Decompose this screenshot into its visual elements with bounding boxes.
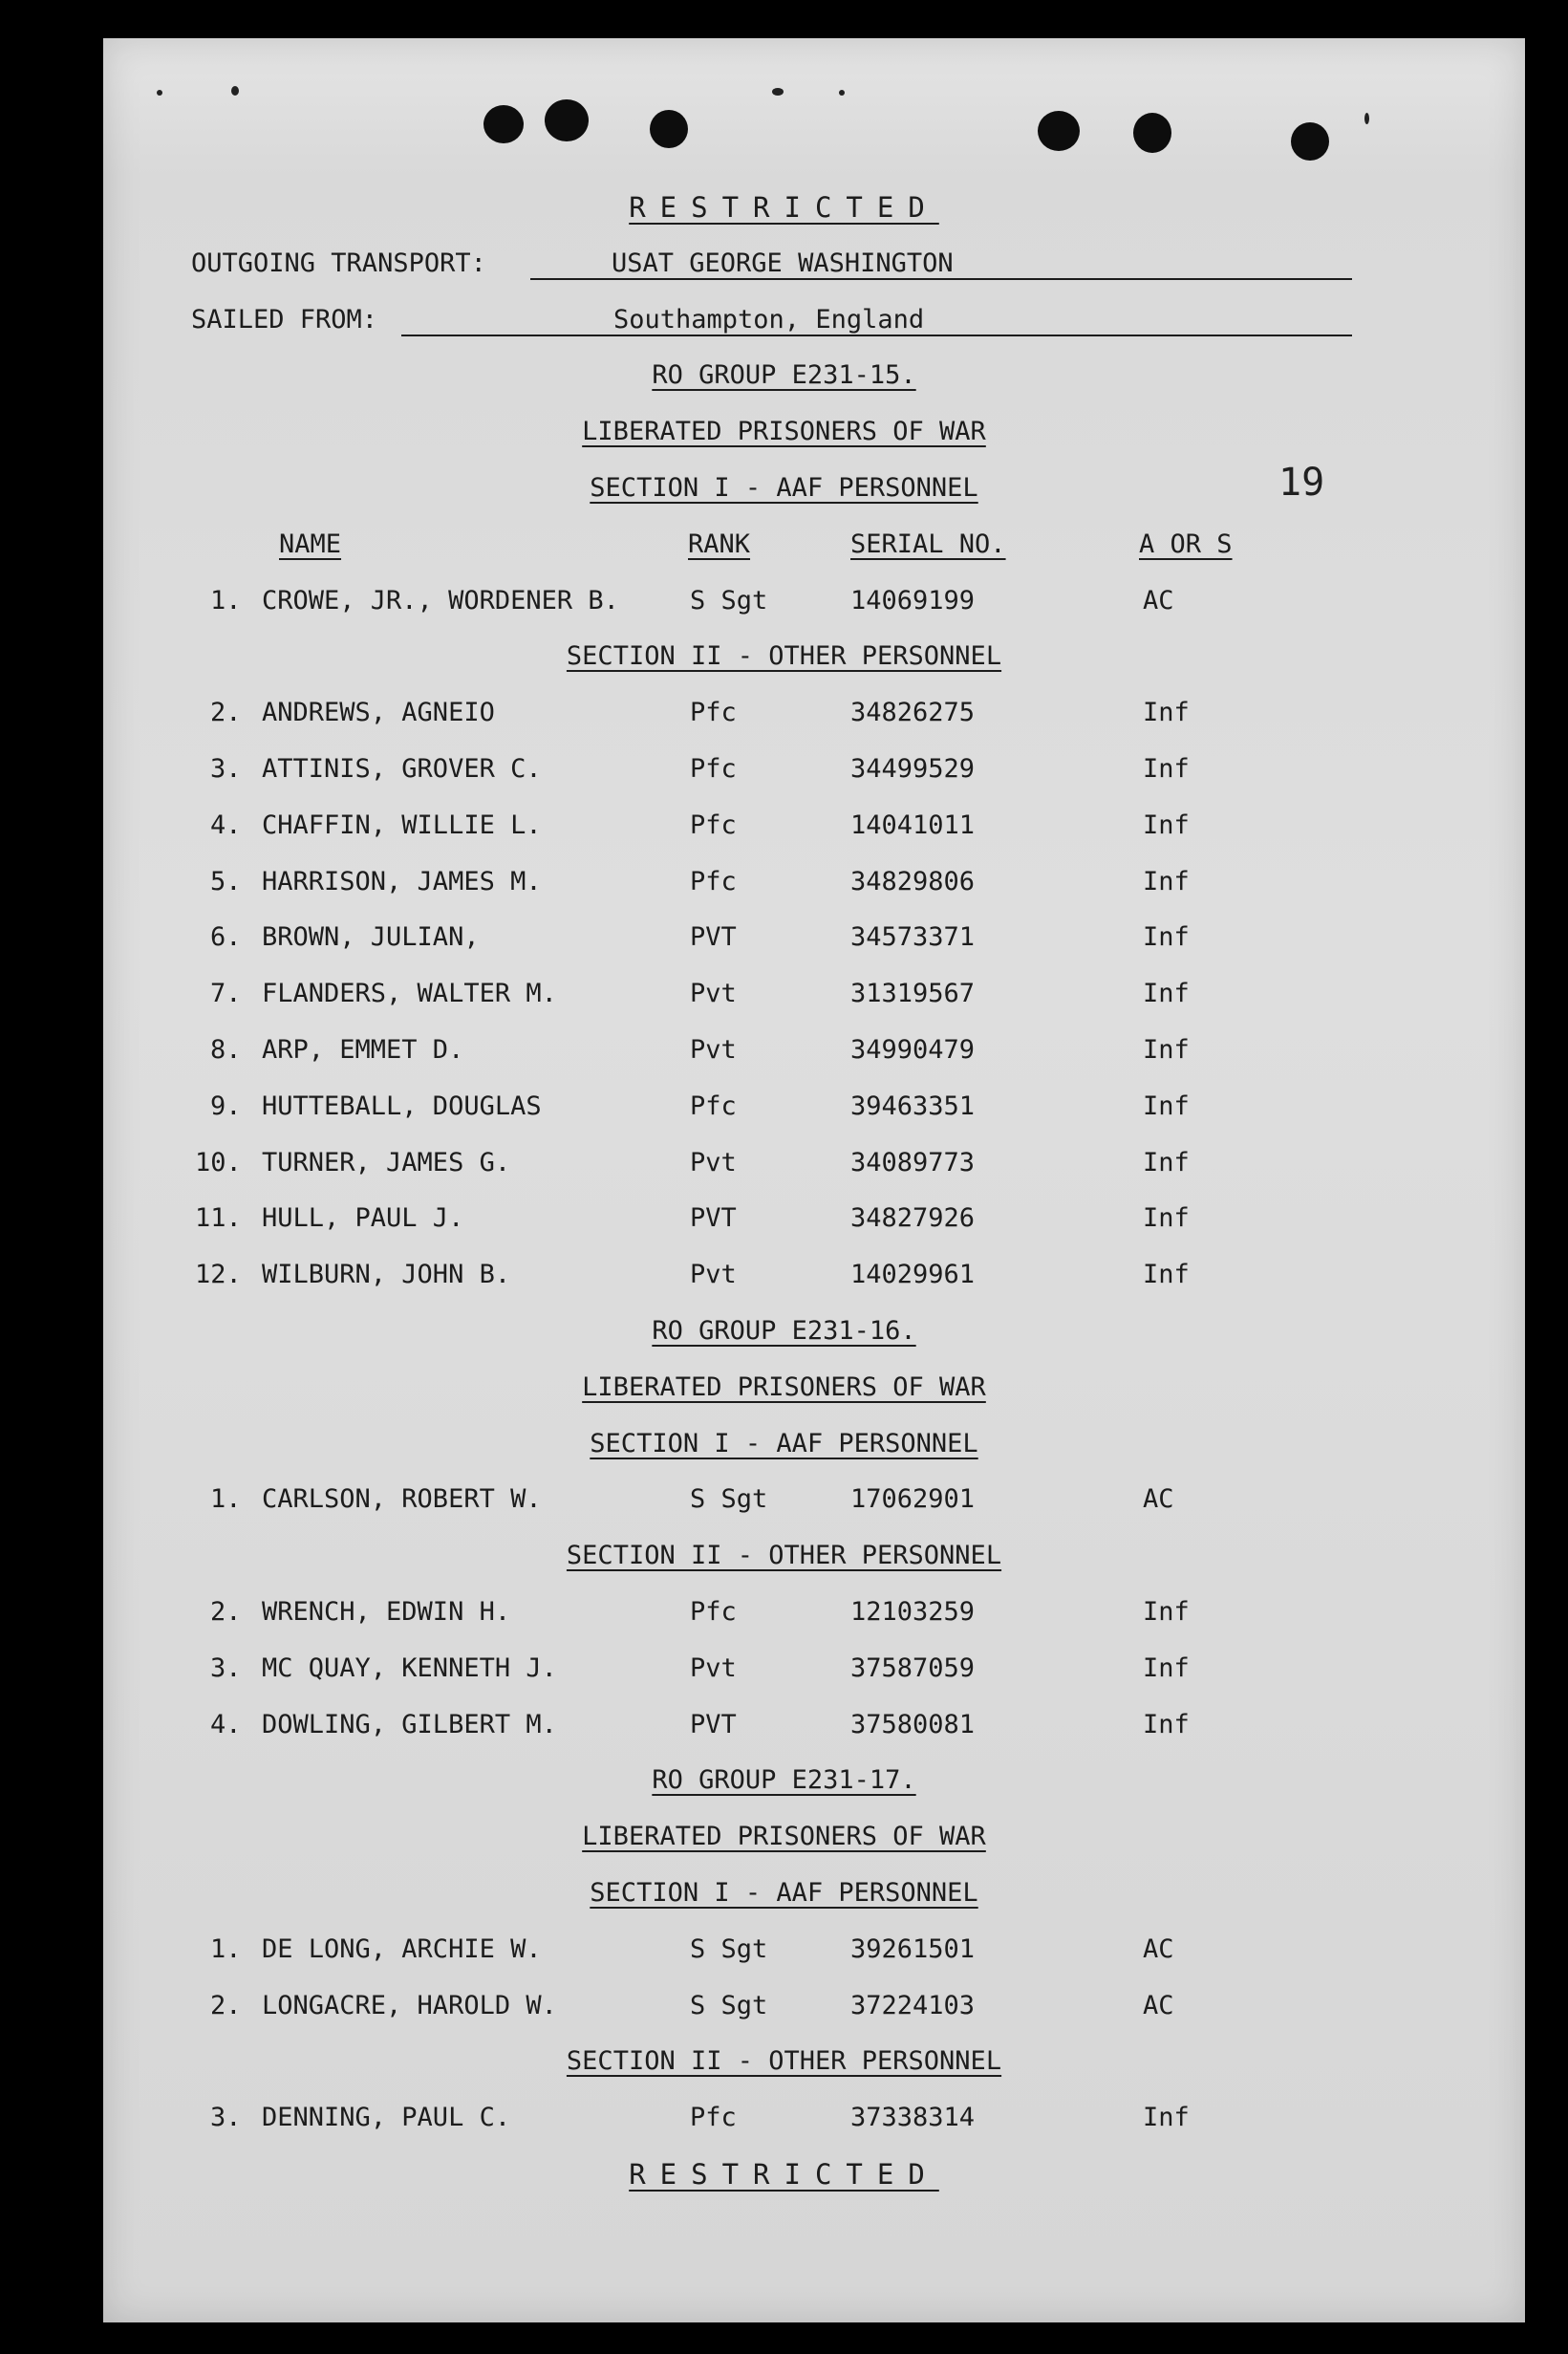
row-aors: Inf xyxy=(1143,979,1190,1008)
restricted-footer xyxy=(0,2147,1568,2202)
row-name: DE LONG, ARCHIE W. xyxy=(262,1934,542,1964)
row-name: HULL, PAUL J. xyxy=(262,1203,464,1233)
row-serial: 34990479 xyxy=(850,1035,976,1065)
row-rank: S Sgt xyxy=(690,1934,768,1964)
row-number: 11. xyxy=(195,1203,242,1233)
row-rank: Pfc xyxy=(690,2103,737,2132)
row-aors: Inf xyxy=(1143,922,1190,952)
column-header-name: NAME xyxy=(279,529,342,559)
punch-hole xyxy=(1038,111,1080,151)
table-row xyxy=(0,1079,1568,1134)
row-aors: AC xyxy=(1143,1991,1174,2020)
row-name: CARLSON, ROBERT W. xyxy=(262,1484,542,1514)
page-number: 19 xyxy=(1278,461,1325,505)
row-aors: Inf xyxy=(1143,1710,1190,1739)
row-number: 7. xyxy=(210,979,242,1008)
group-title-line xyxy=(0,1753,1568,1808)
row-serial: 14069199 xyxy=(850,586,976,615)
group-subtitle: LIBERATED PRISONERS OF WAR xyxy=(582,1822,986,1851)
row-number: 1. xyxy=(210,1934,242,1964)
section-title: SECTION II - OTHER PERSONNEL xyxy=(566,641,1002,671)
row-rank: Pfc xyxy=(690,1597,737,1627)
table-row xyxy=(0,910,1568,965)
table-row xyxy=(0,1922,1568,1977)
row-rank: Pvt xyxy=(690,1260,737,1289)
row-aors: Inf xyxy=(1143,1035,1190,1065)
row-serial: 34499529 xyxy=(850,754,976,784)
transport-line xyxy=(0,236,1568,292)
punch-hole xyxy=(483,105,524,143)
table-row xyxy=(0,2090,1568,2146)
row-serial: 14029961 xyxy=(850,1260,976,1289)
scan-speck xyxy=(157,90,162,96)
row-aors: Inf xyxy=(1143,1148,1190,1177)
section-title: SECTION I - AAF PERSONNEL xyxy=(590,473,978,503)
row-serial: 34089773 xyxy=(850,1148,976,1177)
row-rank: Pfc xyxy=(690,754,737,784)
group-subtitle-line xyxy=(0,1360,1568,1415)
row-number: 10. xyxy=(195,1148,242,1177)
table-row xyxy=(0,854,1568,910)
row-name: LONGACRE, HAROLD W. xyxy=(262,1991,557,2020)
row-serial: 39463351 xyxy=(850,1091,976,1121)
row-aors: Inf xyxy=(1143,1597,1190,1627)
row-rank: PVT xyxy=(690,1203,737,1233)
row-serial: 37587059 xyxy=(850,1653,976,1683)
punch-hole xyxy=(545,99,589,141)
section-title-line xyxy=(0,461,1568,516)
group-subtitle-line xyxy=(0,1809,1568,1865)
row-rank: S Sgt xyxy=(690,1991,768,2020)
row-serial: 14041011 xyxy=(850,810,976,840)
group-title-line xyxy=(0,1304,1568,1359)
row-serial: 31319567 xyxy=(850,979,976,1008)
restricted-marking: RESTRICTED xyxy=(629,191,939,224)
punch-hole xyxy=(1291,122,1329,161)
row-name: MC QUAY, KENNETH J. xyxy=(262,1653,557,1683)
row-rank: Pfc xyxy=(690,698,737,727)
section-title-line xyxy=(0,629,1568,684)
row-aors: Inf xyxy=(1143,810,1190,840)
column-header-rank: RANK xyxy=(688,529,751,559)
row-name: WRENCH, EDWIN H. xyxy=(262,1597,511,1627)
row-number: 2. xyxy=(210,1991,242,2020)
row-serial: 37224103 xyxy=(850,1991,976,2020)
row-name: ANDREWS, AGNEIO xyxy=(262,698,495,727)
table-row xyxy=(0,1472,1568,1527)
restricted-header xyxy=(0,180,1568,235)
table-row xyxy=(0,742,1568,797)
row-rank: PVT xyxy=(690,1710,737,1739)
row-serial: 39261501 xyxy=(850,1934,976,1964)
transport-label: OUTGOING TRANSPORT: xyxy=(191,248,486,278)
row-name: HARRISON, JAMES M. xyxy=(262,867,542,896)
row-number: 3. xyxy=(210,754,242,784)
table-row xyxy=(0,798,1568,853)
row-aors: AC xyxy=(1143,1484,1174,1514)
group-subtitle-line xyxy=(0,404,1568,460)
row-aors: Inf xyxy=(1143,1260,1190,1289)
row-aors: Inf xyxy=(1143,1091,1190,1121)
row-number: 1. xyxy=(210,1484,242,1514)
row-number: 4. xyxy=(210,1710,242,1739)
group-title: RO GROUP E231-17. xyxy=(652,1765,916,1795)
column-header-serial: SERIAL NO. xyxy=(850,529,1006,559)
row-name: HUTTEBALL, DOUGLAS xyxy=(262,1091,542,1121)
section-title-line xyxy=(0,1528,1568,1584)
column-header-aors: A OR S xyxy=(1139,529,1233,559)
section-title-line xyxy=(0,1866,1568,1921)
table-row xyxy=(0,1978,1568,2034)
punch-hole xyxy=(1133,113,1171,153)
table-row xyxy=(0,573,1568,629)
row-name: CHAFFIN, WILLIE L. xyxy=(262,810,542,840)
table-row xyxy=(0,685,1568,741)
table-row xyxy=(0,1135,1568,1191)
row-rank: Pvt xyxy=(690,1653,737,1683)
group-subtitle: LIBERATED PRISONERS OF WAR xyxy=(582,417,986,446)
row-name: FLANDERS, WALTER M. xyxy=(262,979,557,1008)
section-title: SECTION I - AAF PERSONNEL xyxy=(590,1878,978,1908)
section-title-line xyxy=(0,2034,1568,2089)
row-name: TURNER, JAMES G. xyxy=(262,1148,511,1177)
transport-value: USAT GEORGE WASHINGTON xyxy=(612,248,954,278)
row-serial: 34829806 xyxy=(850,867,976,896)
restricted-marking: RESTRICTED xyxy=(629,2158,939,2191)
row-aors: Inf xyxy=(1143,754,1190,784)
row-number: 6. xyxy=(210,922,242,952)
row-name: ATTINIS, GROVER C. xyxy=(262,754,542,784)
row-aors: Inf xyxy=(1143,867,1190,896)
row-number: 4. xyxy=(210,810,242,840)
row-number: 2. xyxy=(210,698,242,727)
row-serial: 34826275 xyxy=(850,698,976,727)
punch-hole xyxy=(650,110,688,148)
scan-speck xyxy=(839,90,845,96)
table-row xyxy=(0,1585,1568,1640)
row-name: WILBURN, JOHN B. xyxy=(262,1260,511,1289)
row-rank: Pfc xyxy=(690,810,737,840)
table-row xyxy=(0,1191,1568,1246)
row-serial: 37580081 xyxy=(850,1710,976,1739)
table-row xyxy=(0,1023,1568,1078)
row-serial: 37338314 xyxy=(850,2103,976,2132)
row-number: 1. xyxy=(210,586,242,615)
scan-speck xyxy=(772,88,784,96)
sailed-value: Southampton, England xyxy=(613,305,925,335)
table-row xyxy=(0,1247,1568,1303)
row-aors: Inf xyxy=(1143,1203,1190,1233)
row-aors: Inf xyxy=(1143,698,1190,727)
row-rank: Pvt xyxy=(690,979,737,1008)
row-aors: AC xyxy=(1143,586,1174,615)
sailed-line xyxy=(0,292,1568,348)
section-title: SECTION II - OTHER PERSONNEL xyxy=(566,1541,1002,1570)
table-row xyxy=(0,1697,1568,1753)
row-rank: PVT xyxy=(690,922,737,952)
row-rank: Pvt xyxy=(690,1148,737,1177)
row-number: 3. xyxy=(210,2103,242,2132)
row-rank: S Sgt xyxy=(690,1484,768,1514)
row-aors: AC xyxy=(1143,1934,1174,1964)
row-rank: Pfc xyxy=(690,1091,737,1121)
table-row xyxy=(0,1641,1568,1696)
row-rank: S Sgt xyxy=(690,586,768,615)
row-serial: 12103259 xyxy=(850,1597,976,1627)
row-aors: Inf xyxy=(1143,2103,1190,2132)
row-name: DENNING, PAUL C. xyxy=(262,2103,511,2132)
group-subtitle: LIBERATED PRISONERS OF WAR xyxy=(582,1372,986,1402)
row-number: 9. xyxy=(210,1091,242,1121)
row-aors: Inf xyxy=(1143,1653,1190,1683)
group-title-line xyxy=(0,348,1568,403)
row-name: DOWLING, GILBERT M. xyxy=(262,1710,557,1739)
row-number: 2. xyxy=(210,1597,242,1627)
row-number: 3. xyxy=(210,1653,242,1683)
section-title: SECTION I - AAF PERSONNEL xyxy=(590,1429,978,1458)
row-name: ARP, EMMET D. xyxy=(262,1035,464,1065)
row-serial: 34827926 xyxy=(850,1203,976,1233)
scan-speck xyxy=(231,86,239,96)
table-row xyxy=(0,966,1568,1022)
scan-speck xyxy=(1364,113,1369,124)
section-title-line xyxy=(0,1416,1568,1472)
row-number: 8. xyxy=(210,1035,242,1065)
row-name: BROWN, JULIAN, xyxy=(262,922,480,952)
group-title: RO GROUP E231-15. xyxy=(652,360,916,390)
row-name: CROWE, JR., WORDENER B. xyxy=(262,586,619,615)
row-serial: 34573371 xyxy=(850,922,976,952)
row-rank: Pfc xyxy=(690,867,737,896)
row-number: 12. xyxy=(195,1260,242,1289)
row-serial: 17062901 xyxy=(850,1484,976,1514)
section-title: SECTION II - OTHER PERSONNEL xyxy=(566,2046,1002,2076)
row-number: 5. xyxy=(210,867,242,896)
sailed-label: SAILED FROM: xyxy=(191,305,378,335)
group-title: RO GROUP E231-16. xyxy=(652,1316,916,1346)
row-rank: Pvt xyxy=(690,1035,737,1065)
column-headers xyxy=(0,517,1568,572)
